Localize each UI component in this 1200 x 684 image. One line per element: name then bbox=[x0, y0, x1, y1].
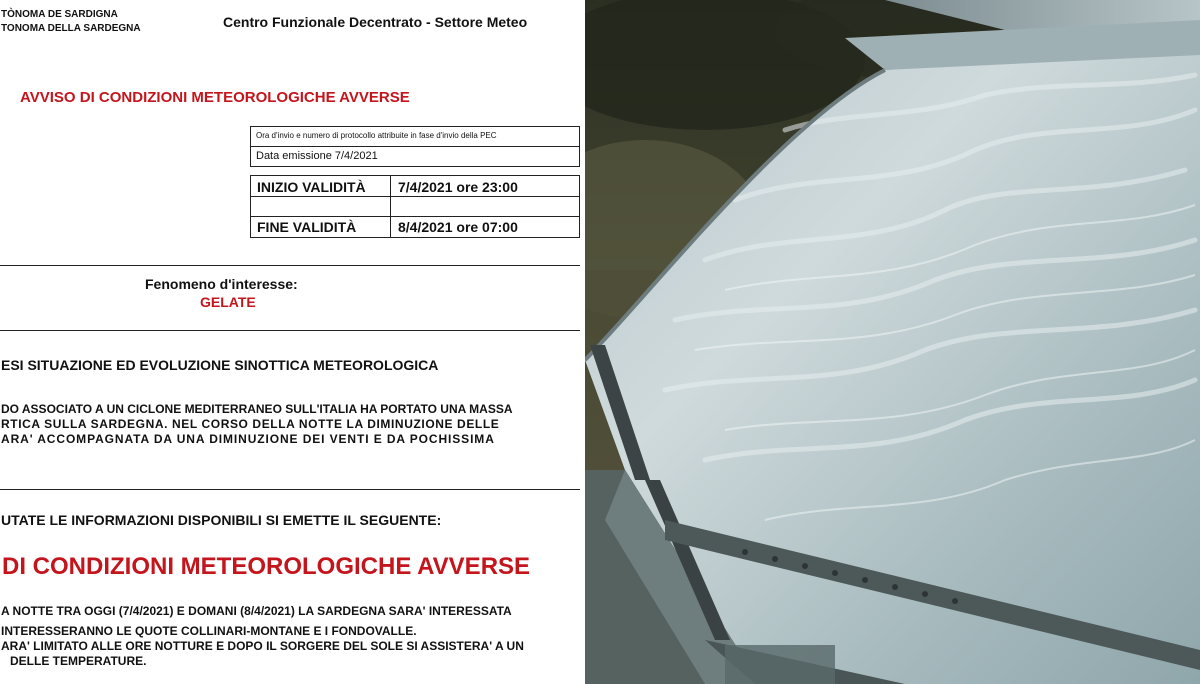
validity-column-divider bbox=[390, 175, 391, 238]
validity-end-value: 8/4/2021 ore 07:00 bbox=[398, 219, 518, 235]
evaluation-line-2: INTERESSERANNO LE QUOTE COLLINARI-MONTANE E I FONDOVALLE. bbox=[1, 624, 417, 638]
info-box-divider bbox=[250, 146, 580, 147]
section-rule-1 bbox=[0, 265, 580, 266]
org-name-italian: TONOMA DELLA SARDEGNA bbox=[1, 23, 141, 34]
validity-row-divider-2 bbox=[250, 216, 580, 217]
validity-end-label: FINE VALIDITÀ bbox=[257, 219, 357, 235]
validity-row-divider-1 bbox=[250, 196, 580, 197]
phenomenon-value: GELATE bbox=[200, 294, 256, 310]
centre-title: Centro Funzionale Decentrato - Settore Meteo bbox=[223, 14, 528, 30]
issue-date: Data emissione 7/4/2021 bbox=[256, 150, 378, 162]
validity-start-value: 7/4/2021 ore 23:00 bbox=[398, 179, 518, 195]
evaluation-line-3: ARA' LIMITATO ALLE ORE NOTTURE E DOPO IL SORGERE DEL SOLE SI ASSISTERA' A UN bbox=[1, 639, 524, 653]
synopsis-heading: ESI SITUAZIONE ED EVOLUZIONE SINOTTICA METEOROLOGICA bbox=[1, 357, 439, 373]
synopsis-line-2: RTICA SULLA SARDEGNA. NEL CORSO DELLA NOTTE LA DIMINUZIONE DELLE bbox=[1, 417, 500, 431]
validity-start-label: INIZIO VALIDITÀ bbox=[257, 179, 366, 195]
weather-warning-document bbox=[0, 0, 585, 684]
frosted-windshield-photo bbox=[585, 0, 1200, 684]
notice-title: AVVISO DI CONDIZIONI METEOROLOGICHE AVVERSE bbox=[20, 89, 410, 106]
windshield-illustration bbox=[585, 0, 1200, 684]
pec-note: Ora d'invio e numero di protocollo attribuite in fase d'invio della PEC bbox=[256, 131, 497, 140]
section-rule-3 bbox=[0, 489, 580, 490]
evaluation-line-4: DELLE TEMPERATURE. bbox=[10, 654, 147, 668]
synopsis-line-3: ARA' ACCOMPAGNATA DA UNA DIMINUZIONE DEI VENTI E DA POCHISSIMA bbox=[1, 432, 495, 446]
phenomenon-label: Fenomeno d'interesse: bbox=[145, 276, 298, 292]
evaluation-heading: UTATE LE INFORMAZIONI DISPONIBILI SI EMETTE IL SEGUENTE: bbox=[1, 512, 442, 528]
warning-big-title: DI CONDIZIONI METEOROLOGICHE AVVERSE bbox=[2, 553, 531, 580]
evaluation-line-1: A NOTTE TRA OGGI (7/4/2021) E DOMANI (8/4/2021) LA SARDEGNA SARA' INTERESSATA bbox=[1, 604, 512, 618]
synopsis-line-1: DO ASSOCIATO A UN CICLONE MEDITERRANEO SULL'ITALIA HA PORTATO UNA MASSA bbox=[1, 402, 513, 416]
section-rule-2 bbox=[0, 330, 580, 331]
org-name-sardinian: TÒNOMA DE SARDIGNA bbox=[1, 9, 118, 20]
